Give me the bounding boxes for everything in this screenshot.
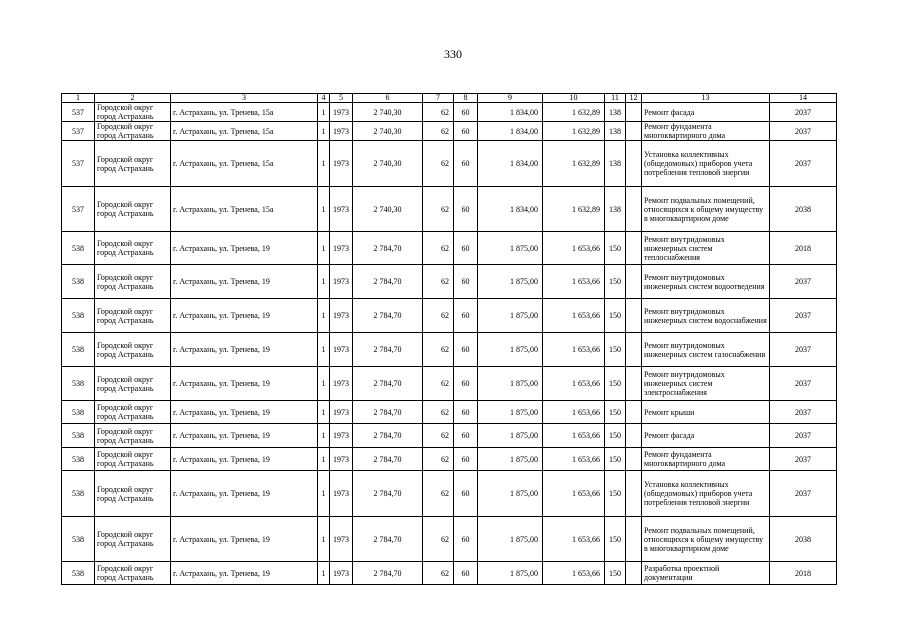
cell-residents-count: 150 (605, 424, 626, 448)
cell-municipality: Городской округ город Астрахань (95, 333, 171, 367)
cell-total-area: 2 784,70 (353, 367, 423, 401)
cell-municipality: Городской округ город Астрахань (95, 103, 171, 122)
cell-municipality: Городской округ город Астрахань (95, 122, 171, 141)
cell-year-built: 1973 (330, 401, 353, 424)
cell-living-area: 1 875,00 (478, 471, 543, 517)
cell-total-area: 2 784,70 (353, 471, 423, 517)
table-row (62, 232, 837, 265)
cell-col-12-value (626, 471, 642, 517)
cell-residents-count: 150 (605, 333, 626, 367)
cell-planned-year: 2018 (770, 232, 837, 265)
cell-col-7-value: 62 (423, 141, 454, 187)
cell-living-area: 1 875,00 (478, 401, 543, 424)
cell-col-7-value: 62 (423, 299, 454, 333)
cell-residents-count: 150 (605, 299, 626, 333)
cell-col-10-value: 1 653,66 (543, 401, 605, 424)
cell-object-number: 538 (62, 299, 95, 333)
cell-residents-count: 138 (605, 122, 626, 141)
cell-col-8-value: 60 (454, 265, 478, 299)
cell-object-number: 538 (62, 333, 95, 367)
cell-residents-count: 138 (605, 141, 626, 187)
cell-col-12-value (626, 448, 642, 471)
table-row (62, 562, 837, 585)
cell-address: г. Астрахань, ул. Тренева, 19 (171, 333, 318, 367)
cell-col-4-value: 1 (318, 299, 330, 333)
cell-object-number: 537 (62, 103, 95, 122)
cell-col-4-value: 1 (318, 333, 330, 367)
cell-living-area: 1 875,00 (478, 367, 543, 401)
cell-col-8-value: 60 (454, 122, 478, 141)
cell-living-area: 1 875,00 (478, 448, 543, 471)
column-number-10: 10 (543, 94, 605, 103)
cell-municipality: Городской округ город Астрахань (95, 141, 171, 187)
cell-col-10-value: 1 653,66 (543, 471, 605, 517)
cell-residents-count: 150 (605, 562, 626, 585)
table-row (62, 103, 837, 122)
cell-planned-year: 2037 (770, 471, 837, 517)
cell-planned-year: 2037 (770, 448, 837, 471)
cell-year-built: 1973 (330, 141, 353, 187)
cell-col-8-value: 60 (454, 187, 478, 232)
cell-address: г. Астрахань, ул. Тренева, 15а (171, 103, 318, 122)
cell-residents-count: 138 (605, 103, 626, 122)
cell-col-7-value: 62 (423, 562, 454, 585)
cell-work-type: Ремонт фасада (642, 103, 770, 122)
cell-living-area: 1 875,00 (478, 517, 543, 562)
cell-col-4-value: 1 (318, 232, 330, 265)
cell-col-8-value: 60 (454, 141, 478, 187)
cell-col-8-value: 60 (454, 517, 478, 562)
cell-address: г. Астрахань, ул. Тренева, 19 (171, 232, 318, 265)
cell-col-10-value: 1 653,66 (543, 517, 605, 562)
cell-col-4-value: 1 (318, 265, 330, 299)
cell-planned-year: 2037 (770, 333, 837, 367)
cell-municipality: Городской округ город Астрахань (95, 265, 171, 299)
cell-address: г. Астрахань, ул. Тренева, 19 (171, 367, 318, 401)
table-header-row (62, 94, 837, 103)
cell-col-12-value (626, 333, 642, 367)
cell-col-7-value: 62 (423, 103, 454, 122)
cell-municipality: Городской округ город Астрахань (95, 367, 171, 401)
cell-address: г. Астрахань, ул. Тренева, 19 (171, 265, 318, 299)
cell-year-built: 1973 (330, 122, 353, 141)
cell-planned-year: 2038 (770, 187, 837, 232)
cell-address: г. Астрахань, ул. Тренева, 15а (171, 122, 318, 141)
cell-living-area: 1 875,00 (478, 265, 543, 299)
cell-work-type: Ремонт крыши (642, 401, 770, 424)
column-number-4: 4 (318, 94, 330, 103)
cell-planned-year: 2037 (770, 424, 837, 448)
cell-planned-year: 2037 (770, 401, 837, 424)
cell-living-area: 1 834,00 (478, 122, 543, 141)
column-number-2: 2 (95, 94, 171, 103)
cell-municipality: Городской округ город Астрахань (95, 448, 171, 471)
cell-year-built: 1973 (330, 424, 353, 448)
cell-year-built: 1973 (330, 333, 353, 367)
cell-planned-year: 2037 (770, 299, 837, 333)
column-number-5: 5 (330, 94, 353, 103)
cell-residents-count: 150 (605, 232, 626, 265)
cell-residents-count: 150 (605, 265, 626, 299)
cell-col-4-value: 1 (318, 141, 330, 187)
cell-col-10-value: 1 632,89 (543, 141, 605, 187)
column-number-6: 6 (353, 94, 423, 103)
cell-municipality: Городской округ город Астрахань (95, 401, 171, 424)
cell-col-4-value: 1 (318, 122, 330, 141)
cell-living-area: 1 875,00 (478, 424, 543, 448)
cell-work-type: Ремонт фундамента многоквартирного дома (642, 122, 770, 141)
table-row (62, 401, 837, 424)
cell-col-7-value: 62 (423, 424, 454, 448)
cell-col-12-value (626, 141, 642, 187)
table-row (62, 122, 837, 141)
cell-object-number: 538 (62, 232, 95, 265)
cell-col-8-value: 60 (454, 333, 478, 367)
cell-col-4-value: 1 (318, 367, 330, 401)
cell-address: г. Астрахань, ул. Тренева, 19 (171, 517, 318, 562)
cell-col-10-value: 1 653,66 (543, 448, 605, 471)
cell-col-7-value: 62 (423, 122, 454, 141)
cell-col-4-value: 1 (318, 103, 330, 122)
cell-work-type: Ремонт внутридомовых инженерных систем газоснабжения (642, 333, 770, 367)
cell-col-12-value (626, 424, 642, 448)
cell-col-8-value: 60 (454, 471, 478, 517)
cell-work-type: Ремонт внутридомовых инженерных систем водоотведения (642, 265, 770, 299)
cell-work-type: Ремонт фундамента многоквартирного дома (642, 448, 770, 471)
column-number-12: 12 (626, 94, 642, 103)
column-number-8: 8 (454, 94, 478, 103)
column-number-9: 9 (478, 94, 543, 103)
cell-municipality: Городской округ город Астрахань (95, 187, 171, 232)
table-row (62, 367, 837, 401)
cell-year-built: 1973 (330, 471, 353, 517)
cell-work-type: Ремонт подвальных помещений, относящихся к общему имуществу в многоквартирном доме (642, 517, 770, 562)
cell-residents-count: 150 (605, 517, 626, 562)
cell-residents-count: 150 (605, 448, 626, 471)
cell-col-12-value (626, 187, 642, 232)
cell-year-built: 1973 (330, 367, 353, 401)
cell-col-8-value: 60 (454, 401, 478, 424)
cell-object-number: 538 (62, 517, 95, 562)
cell-living-area: 1 834,00 (478, 141, 543, 187)
cell-planned-year: 2018 (770, 562, 837, 585)
cell-object-number: 538 (62, 401, 95, 424)
cell-year-built: 1973 (330, 517, 353, 562)
cell-col-8-value: 60 (454, 448, 478, 471)
cell-col-7-value: 62 (423, 333, 454, 367)
cell-col-10-value: 1 653,66 (543, 424, 605, 448)
cell-col-8-value: 60 (454, 562, 478, 585)
cell-object-number: 538 (62, 367, 95, 401)
table-row (62, 448, 837, 471)
cell-total-area: 2 784,70 (353, 448, 423, 471)
cell-col-12-value (626, 517, 642, 562)
column-number-14: 14 (770, 94, 837, 103)
column-number-13: 13 (642, 94, 770, 103)
cell-col-4-value: 1 (318, 448, 330, 471)
cell-year-built: 1973 (330, 103, 353, 122)
cell-work-type: Разработка проектной документации (642, 562, 770, 585)
cell-col-7-value: 62 (423, 265, 454, 299)
cell-col-12-value (626, 562, 642, 585)
cell-residents-count: 150 (605, 401, 626, 424)
cell-municipality: Городской округ город Астрахань (95, 299, 171, 333)
table-row (62, 517, 837, 562)
cell-col-12-value (626, 232, 642, 265)
cell-living-area: 1 875,00 (478, 232, 543, 265)
page-number: 330 (444, 47, 462, 61)
cell-year-built: 1973 (330, 265, 353, 299)
cell-living-area: 1 875,00 (478, 562, 543, 585)
cell-col-12-value (626, 401, 642, 424)
cell-planned-year: 2037 (770, 141, 837, 187)
cell-col-8-value: 60 (454, 367, 478, 401)
cell-col-10-value: 1 653,66 (543, 333, 605, 367)
cell-work-type: Ремонт фасада (642, 424, 770, 448)
cell-col-12-value (626, 367, 642, 401)
table-row (62, 141, 837, 187)
cell-work-type: Ремонт внутридомовых инженерных систем электроснабжения (642, 367, 770, 401)
cell-total-area: 2 740,30 (353, 141, 423, 187)
cell-residents-count: 150 (605, 471, 626, 517)
cell-total-area: 2 784,70 (353, 401, 423, 424)
table-row (62, 424, 837, 448)
table-row (62, 471, 837, 517)
table-row (62, 187, 837, 232)
cell-col-7-value: 62 (423, 232, 454, 265)
cell-col-10-value: 1 632,89 (543, 122, 605, 141)
cell-total-area: 2 784,70 (353, 232, 423, 265)
cell-total-area: 2 784,70 (353, 424, 423, 448)
cell-living-area: 1 875,00 (478, 299, 543, 333)
column-number-1: 1 (62, 94, 95, 103)
cell-living-area: 1 875,00 (478, 333, 543, 367)
cell-col-7-value: 62 (423, 471, 454, 517)
cell-col-7-value: 62 (423, 448, 454, 471)
cell-col-4-value: 1 (318, 471, 330, 517)
cell-col-8-value: 60 (454, 299, 478, 333)
cell-municipality: Городской округ город Астрахань (95, 424, 171, 448)
cell-year-built: 1973 (330, 562, 353, 585)
cell-address: г. Астрахань, ул. Тренева, 19 (171, 401, 318, 424)
cell-col-10-value: 1 653,66 (543, 299, 605, 333)
cell-col-12-value (626, 122, 642, 141)
cell-col-7-value: 62 (423, 401, 454, 424)
cell-total-area: 2 784,70 (353, 333, 423, 367)
cell-address: г. Астрахань, ул. Тренева, 19 (171, 471, 318, 517)
cell-col-8-value: 60 (454, 424, 478, 448)
cell-col-4-value: 1 (318, 562, 330, 585)
cell-col-4-value: 1 (318, 424, 330, 448)
program-table (61, 93, 837, 585)
cell-total-area: 2 784,70 (353, 562, 423, 585)
cell-col-8-value: 60 (454, 232, 478, 265)
cell-planned-year: 2037 (770, 367, 837, 401)
cell-work-type: Ремонт внутридомовых инженерных систем теплоснабжения (642, 232, 770, 265)
cell-col-10-value: 1 653,66 (543, 232, 605, 265)
table-row (62, 333, 837, 367)
cell-object-number: 537 (62, 187, 95, 232)
cell-year-built: 1973 (330, 232, 353, 265)
cell-col-10-value: 1 653,66 (543, 367, 605, 401)
column-number-7: 7 (423, 94, 454, 103)
cell-planned-year: 2037 (770, 103, 837, 122)
cell-address: г. Астрахань, ул. Тренева, 19 (171, 448, 318, 471)
cell-total-area: 2 784,70 (353, 517, 423, 562)
cell-municipality: Городской округ город Астрахань (95, 517, 171, 562)
cell-address: г. Астрахань, ул. Тренева, 19 (171, 424, 318, 448)
cell-total-area: 2 740,30 (353, 187, 423, 232)
cell-col-12-value (626, 299, 642, 333)
cell-col-4-value: 1 (318, 187, 330, 232)
cell-total-area: 2 740,30 (353, 103, 423, 122)
cell-residents-count: 150 (605, 367, 626, 401)
cell-planned-year: 2037 (770, 265, 837, 299)
cell-col-7-value: 62 (423, 517, 454, 562)
cell-col-12-value (626, 103, 642, 122)
cell-year-built: 1973 (330, 299, 353, 333)
cell-col-7-value: 62 (423, 187, 454, 232)
table-row (62, 265, 837, 299)
cell-total-area: 2 784,70 (353, 265, 423, 299)
cell-col-4-value: 1 (318, 517, 330, 562)
cell-object-number: 538 (62, 448, 95, 471)
cell-total-area: 2 784,70 (353, 299, 423, 333)
cell-year-built: 1973 (330, 448, 353, 471)
cell-address: г. Астрахань, ул. Тренева, 15а (171, 187, 318, 232)
cell-object-number: 537 (62, 122, 95, 141)
cell-address: г. Астрахань, ул. Тренева, 15а (171, 141, 318, 187)
cell-work-type: Установка коллективных (общедомовых) приборов учета потребления тепловой энергии (642, 141, 770, 187)
cell-residents-count: 138 (605, 187, 626, 232)
cell-col-10-value: 1 632,89 (543, 103, 605, 122)
cell-planned-year: 2037 (770, 122, 837, 141)
cell-living-area: 1 834,00 (478, 187, 543, 232)
cell-col-10-value: 1 632,89 (543, 187, 605, 232)
cell-col-12-value (626, 265, 642, 299)
cell-col-4-value: 1 (318, 401, 330, 424)
cell-col-8-value: 60 (454, 103, 478, 122)
cell-address: г. Астрахань, ул. Тренева, 19 (171, 299, 318, 333)
cell-object-number: 538 (62, 265, 95, 299)
cell-work-type: Ремонт внутридомовых инженерных систем водоснабжения (642, 299, 770, 333)
cell-object-number: 538 (62, 424, 95, 448)
cell-object-number: 538 (62, 471, 95, 517)
cell-object-number: 538 (62, 562, 95, 585)
table-row (62, 299, 837, 333)
cell-work-type: Установка коллективных (общедомовых) приборов учета потребления тепловой энергии (642, 471, 770, 517)
column-number-3: 3 (171, 94, 318, 103)
cell-address: г. Астрахань, ул. Тренева, 19 (171, 562, 318, 585)
cell-total-area: 2 740,30 (353, 122, 423, 141)
cell-municipality: Городской округ город Астрахань (95, 562, 171, 585)
cell-col-10-value: 1 653,66 (543, 265, 605, 299)
cell-municipality: Городской округ город Астрахань (95, 471, 171, 517)
column-number-11: 11 (605, 94, 626, 103)
cell-object-number: 537 (62, 141, 95, 187)
cell-municipality: Городской округ город Астрахань (95, 232, 171, 265)
cell-col-7-value: 62 (423, 367, 454, 401)
cell-year-built: 1973 (330, 187, 353, 232)
cell-living-area: 1 834,00 (478, 103, 543, 122)
cell-col-10-value: 1 653,66 (543, 562, 605, 585)
cell-work-type: Ремонт подвальных помещений, относящихся к общему имуществу в многоквартирном доме (642, 187, 770, 232)
cell-planned-year: 2038 (770, 517, 837, 562)
